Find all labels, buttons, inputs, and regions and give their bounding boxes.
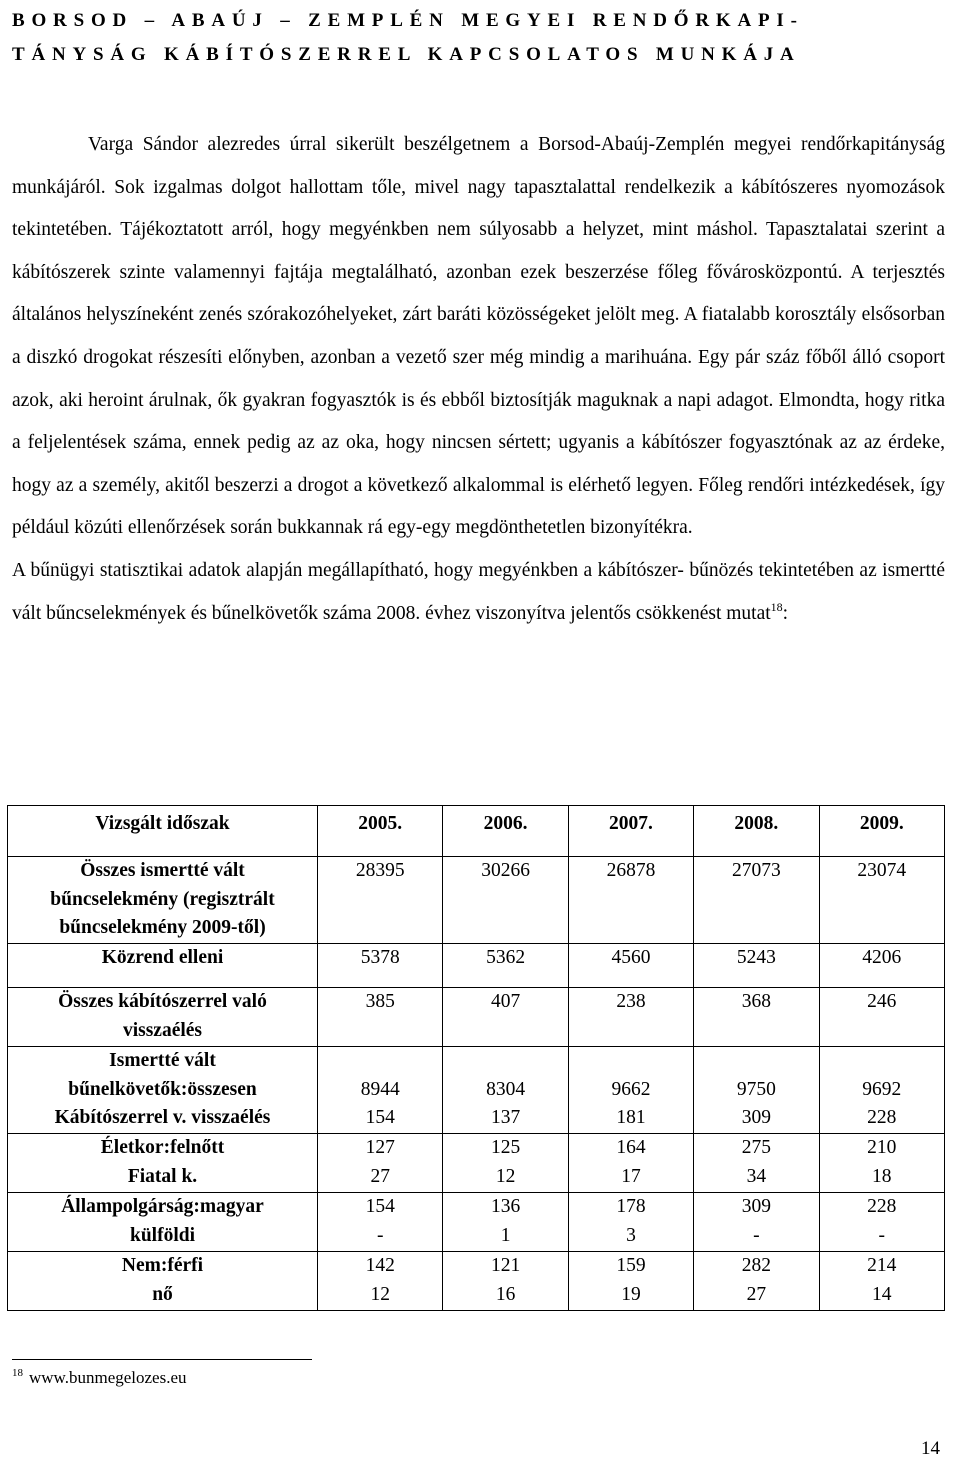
- row-label-line: Összes ismertté vált: [80, 860, 245, 881]
- value-cell: [819, 944, 944, 988]
- cell-value: [443, 1047, 567, 1076]
- row-label-line: bűncselekmény 2009-től): [59, 917, 266, 938]
- table-row: [8, 1193, 945, 1252]
- value-cell: [443, 1193, 568, 1252]
- cell-value: 17: [621, 1165, 641, 1187]
- cell-value: 4560: [611, 947, 651, 968]
- cell-value: 214: [867, 1255, 897, 1276]
- cell-value: 228: [867, 1196, 897, 1217]
- value-cell: [694, 1193, 819, 1252]
- cell-value: -: [753, 1224, 760, 1246]
- cell-value: 9750: [736, 1078, 776, 1100]
- value-cell: [694, 1134, 819, 1193]
- cell-value: 282: [741, 1255, 771, 1276]
- table-row: [8, 857, 945, 944]
- heading-line-2: TÁNYSÁG KÁBÍTÓSZERREL KAPCSOLATOS MUNKÁJA: [12, 44, 801, 65]
- cell-value: 3: [626, 1224, 636, 1246]
- cell-value: [318, 1047, 442, 1076]
- header-year-cell: 2007.: [568, 806, 693, 857]
- cell-value: 164: [616, 1137, 646, 1158]
- value-cell: [819, 1193, 944, 1252]
- value-cell: [819, 1047, 944, 1134]
- cell-value: 9692: [862, 1078, 902, 1100]
- value-cell: [694, 944, 819, 988]
- value-cell: [819, 857, 944, 944]
- value-cell: [819, 1252, 944, 1311]
- row-label-line: Életkor:felnőtt: [100, 1137, 225, 1158]
- cell-value: -: [878, 1224, 886, 1246]
- cell-value: 181: [616, 1107, 646, 1128]
- page-heading: [12, 4, 948, 72]
- footnote-number: 18: [12, 1367, 23, 1379]
- value-cell: [568, 1047, 693, 1134]
- value-cell: [443, 1047, 568, 1134]
- cell-value: 137: [490, 1107, 521, 1128]
- row-label-line: Nem:férfi: [121, 1255, 204, 1276]
- row-label-cell: [8, 1252, 318, 1311]
- cell-value: 125: [490, 1137, 521, 1158]
- value-cell: [694, 1047, 819, 1134]
- value-cell: [318, 1047, 443, 1134]
- cell-value: [569, 1047, 693, 1076]
- row-label-cell: [8, 944, 318, 988]
- table-row: [8, 988, 945, 1047]
- cell-value: 309: [741, 1107, 771, 1128]
- cell-value: 28395: [355, 860, 405, 881]
- cell-value: 159: [616, 1255, 646, 1276]
- cell-value: 27: [370, 1165, 390, 1187]
- cell-value: 238: [616, 991, 646, 1012]
- cell-value: 14: [872, 1283, 892, 1305]
- row-label-cell: [8, 1134, 318, 1193]
- cell-value: 246: [867, 991, 897, 1012]
- header-year-cell: 2008.: [694, 806, 819, 857]
- row-label-line: Ismertté vált: [109, 1050, 216, 1071]
- table-body: [8, 806, 945, 1311]
- paragraph-statistics-text: A bűnügyi statisztikai adatok alapján megállapítható, hogy megyénkben a kábítószer- bűnözés tekintetében az ismertté vált bűncselekmények és bűnelkövetők száma 2008. évhez viszonyítva jelentős csökkenést mutat: [12, 559, 945, 624]
- cell-value: 27: [746, 1283, 767, 1305]
- row-label-line: bűncselekmény (regisztrált: [50, 888, 275, 910]
- paragraph-statistics: [12, 550, 945, 635]
- cell-value: 27073: [731, 860, 781, 881]
- row-label-line: visszaélés: [122, 1019, 203, 1041]
- value-cell: [568, 1252, 693, 1311]
- footnote-reference: 18: [770, 599, 783, 614]
- cell-value: 136: [490, 1196, 521, 1217]
- row-label-line: Fiatal k.: [127, 1165, 198, 1187]
- value-cell: [568, 857, 693, 944]
- cell-value: 30266: [481, 860, 530, 881]
- cell-value: 275: [741, 1137, 771, 1158]
- article-body: [12, 124, 945, 635]
- page-number: 14: [921, 1438, 940, 1459]
- cell-value: 9662: [611, 1078, 651, 1100]
- cell-value: 8944: [360, 1078, 400, 1100]
- cell-value: 8304: [486, 1078, 526, 1100]
- cell-value: 1: [500, 1224, 511, 1246]
- cell-value: 16: [495, 1283, 516, 1305]
- value-cell: [694, 857, 819, 944]
- cell-value: 5243: [736, 947, 776, 968]
- footnote: [12, 1368, 187, 1388]
- row-label-cell: [8, 1047, 318, 1134]
- table-row: [8, 1134, 945, 1193]
- value-cell: [443, 988, 568, 1047]
- cell-value: 127: [365, 1137, 395, 1158]
- cell-value: -: [376, 1224, 384, 1246]
- value-cell: [443, 857, 568, 944]
- crime-statistics-table: [7, 805, 945, 1311]
- cell-value: 154: [365, 1196, 395, 1217]
- row-label-line: Közrend elleni: [101, 947, 224, 968]
- row-label-line: nő: [152, 1283, 173, 1305]
- cell-value: 5362: [486, 947, 526, 968]
- value-cell: [443, 944, 568, 988]
- cell-value: [820, 1047, 944, 1076]
- value-cell: [318, 1134, 443, 1193]
- cell-value: 154: [365, 1107, 395, 1128]
- row-label-line: Állampolgárság:magyar: [61, 1196, 264, 1217]
- value-cell: [819, 988, 944, 1047]
- value-cell: [318, 857, 443, 944]
- cell-value: 23074: [857, 860, 907, 881]
- cell-value: 5378: [360, 947, 400, 968]
- cell-value: 4206: [862, 947, 902, 968]
- header-label-cell: Vizsgált időszak: [8, 806, 318, 857]
- cell-value: 18: [872, 1165, 892, 1187]
- row-label-line: külföldi: [129, 1224, 196, 1246]
- cell-value: 12: [495, 1165, 516, 1187]
- cell-value: 12: [370, 1283, 390, 1305]
- row-label-line: Kábítószerrel v. visszaélés: [54, 1107, 271, 1128]
- value-cell: [694, 1252, 819, 1311]
- cell-value: 26878: [606, 860, 656, 881]
- header-year-cell: 2006.: [443, 806, 568, 857]
- value-cell: [568, 1134, 693, 1193]
- cell-value: 407: [490, 991, 521, 1012]
- value-cell: [568, 988, 693, 1047]
- footnote-divider: [12, 1359, 312, 1360]
- cell-value: 121: [490, 1255, 521, 1276]
- cell-value: 142: [365, 1255, 395, 1276]
- table-row: [8, 1252, 945, 1311]
- value-cell: [568, 1193, 693, 1252]
- value-cell: [819, 1134, 944, 1193]
- value-cell: [443, 1252, 568, 1311]
- cell-value: 385: [365, 991, 395, 1012]
- value-cell: [318, 1252, 443, 1311]
- cell-value: 210: [867, 1137, 897, 1158]
- cell-value: [694, 1047, 818, 1076]
- row-label-cell: [8, 1193, 318, 1252]
- cell-value: 368: [741, 991, 771, 1012]
- header-year-cell: 2005.: [318, 806, 443, 857]
- cell-value: 34: [746, 1165, 767, 1187]
- table-row: [8, 944, 945, 988]
- cell-value: 309: [741, 1196, 771, 1217]
- paragraph-statistics-end: :: [782, 602, 789, 624]
- header-year-cell: 2009.: [819, 806, 944, 857]
- value-cell: [694, 988, 819, 1047]
- row-label-cell: [8, 988, 318, 1047]
- table-row: [8, 1047, 945, 1134]
- table-header-row: [8, 806, 945, 857]
- value-cell: [568, 944, 693, 988]
- row-label-line: bűnelkövetők:összesen: [68, 1078, 257, 1100]
- paragraph-interview: Varga Sándor alezredes úrral sikerült beszélgetnem a Borsod-Abaúj-Zemplén megyei rendőrkapitányság munkájáról. Sok izgalmas dolgot hallottam tőle, mivel nagy tapasztalattal rendelkezik a kábítószeres nyomozások tekintetében. Tájékoztatott arról, hogy megyénkben nem súlyosabb a helyzet, mint máshol. Tapasztalatai szerint a kábítószerek szinte valamennyi fajtája megtalálható, azonban ezek beszerzése főleg fővárosközpontú. A terjesztés általános helyszíneként zenés szórakozóhelyeket, zárt baráti közösségeket jelölt meg. A fiatalabb korosztály elsősorban a diszkó drogokat részesíti előnyben, azonban a vezető szer még mindig a marihuána. Egy pár száz főből álló csoport azok, aki heroint árulnak, ők gyakran fogyasztók is és ebből biztosítják maguknak a napi adagot. Elmondta, hogy ritka a feljelentések száma, ennek pedig az az oka, hogy nincsen sértett; ugyanis a kábítószer fogyasztónak az az érdeke, hogy az a személy, akitől beszerzi a drogot a következő alkalommal is elérhető legyen. Főleg rendőri intézkedések, így például közúti ellenőrzések során bukkannak rá egy-egy megdönthetetlen bizonyítékra.: [12, 134, 945, 539]
- cell-value: 19: [621, 1283, 641, 1305]
- value-cell: [318, 988, 443, 1047]
- cell-value: 178: [616, 1196, 646, 1217]
- row-label-cell: [8, 857, 318, 944]
- heading-line-1: BORSOD – ABAÚJ – ZEMPLÉN MEGYEI RENDŐRKAPI-: [12, 10, 804, 31]
- value-cell: [318, 1193, 443, 1252]
- row-label-line: Összes kábítószerrel való: [58, 991, 267, 1012]
- footnote-text: www.bunmegelozes.eu: [29, 1368, 187, 1387]
- cell-value: 228: [867, 1107, 897, 1128]
- value-cell: [318, 944, 443, 988]
- value-cell: [443, 1134, 568, 1193]
